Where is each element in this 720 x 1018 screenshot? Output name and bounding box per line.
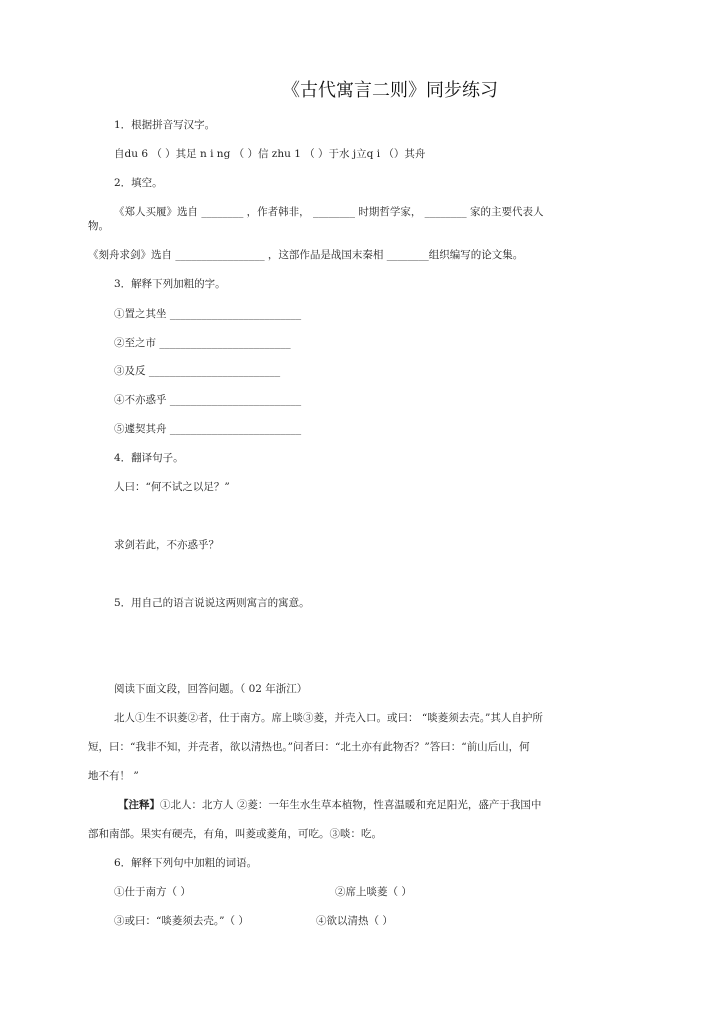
q4-sentence-2: 求剑若此，不亦惑乎？ [114, 539, 219, 551]
q6-heading: 6．解释下列句中加粗的词语。 [114, 857, 258, 869]
reading-paragraph-line: 北人①生不识菱②者，仕于南方。席上啖③菱，并壳入口。或曰： “啖菱须去壳。”其人自护所 [114, 712, 543, 724]
q4-sentence-1: 人曰：“何不试之以足？” [114, 481, 230, 493]
q1-heading: 1．根据拼音写汉字。 [114, 119, 216, 131]
q4-heading: 4．翻译句子。 [114, 452, 184, 464]
reading-paragraph-line: 短，曰：“我非不知，并壳者，欲以清热也。”问者曰：“北土亦有此物否？”答曰：“前山后山，何 [88, 741, 530, 753]
q3-item: ④不亦惑乎 _________________________ [114, 394, 302, 406]
q2-line1: 《郑人买履》选自 ________ ，作者韩非， ________ 时期哲学家， ________ 家的主要代表人 [114, 206, 544, 218]
q2-heading: 2．填空。 [114, 177, 163, 189]
q5-heading: 5．用自己的语言说说这两则寓言的寓意。 [114, 597, 310, 609]
q6-item: ②席上啖菱（ ） [335, 886, 412, 898]
q3-item: ③及反 _________________________ [114, 365, 281, 377]
q3-item: ⑤遽契其舟 _________________________ [114, 423, 302, 435]
q2-line1-cont: 物。 [88, 220, 109, 232]
annotation-text: ①北人：北方人 ②菱：一年生水生草本植物，性喜温暖和充足阳光，盛产于我国中 [160, 799, 542, 811]
reading-paragraph-line: 地不有！ ” [88, 770, 139, 782]
q3-heading: 3．解释下列加粗的字。 [114, 278, 226, 290]
q6-item: ④欲以清热（ ） [316, 915, 393, 927]
reading-intro: 阅读下面文段，回答问题。（ 02 年浙江） [114, 683, 308, 695]
q3-item: ②至之市 _________________________ [114, 337, 291, 349]
q6-item: ③或曰：“啖菱须去壳。”（ ） [114, 915, 249, 927]
q3-item: ①置之其坐 _________________________ [114, 308, 302, 320]
page-title: 《古代寓言二则》同步练习 [282, 80, 498, 101]
q1-pinyin-line: 自du 6 （ ）其足 n i ng （ ）信 zhu 1 （ ）于水 j立q i （）其舟 [114, 148, 426, 160]
q6-item: ①仕于南方（ ） [114, 886, 191, 898]
annotation-line-1 [118, 798, 541, 812]
q2-line2: 《刻舟求剑》选自 _________________ ，这部作品是战国末秦相 ________组织编写的论文集。 [88, 249, 524, 261]
annotation-label: 【注释】 [118, 799, 160, 811]
annotation-line-2: 部和南部。果实有硬壳，有角，叫菱或菱角，可吃。③啖：吃。 [88, 828, 382, 840]
